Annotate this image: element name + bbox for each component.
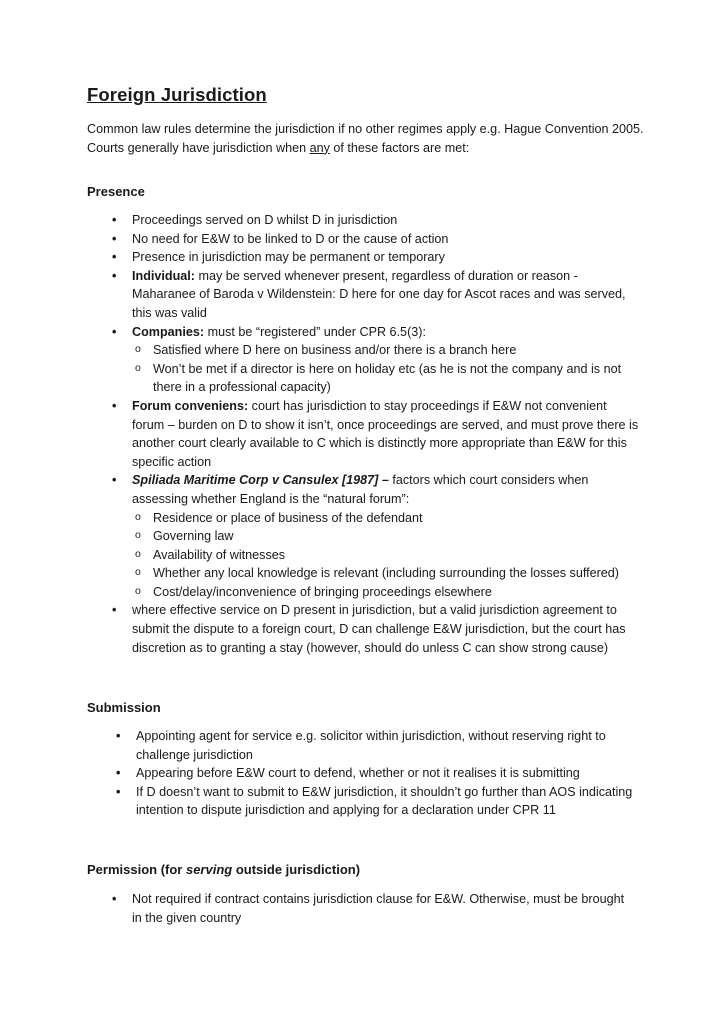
document-title: Foreign Jurisdiction (87, 84, 267, 105)
permission-heading-start: Permission (for (87, 862, 186, 877)
list-item (116, 764, 636, 783)
list-item (112, 323, 640, 397)
forum-label: Forum conveniens: (132, 398, 249, 413)
list-item (112, 601, 640, 657)
companies-sub-text: Satisfied where D here on business and/or there is a branch here (153, 343, 517, 358)
spiliada-text: factors which court considers when assessing whether England is the “natural forum”: (132, 473, 589, 506)
companies-label: Companies: (132, 324, 205, 339)
sub-list-item (132, 360, 640, 397)
list-item (112, 471, 640, 601)
submission-item-text: If D doesn’t want to submit to E&W jurisdiction, it shouldn’t go further than AOS indicating intention to dispute jurisdiction and applying for a declaration under CPR 11 (136, 784, 633, 818)
list-item (112, 230, 640, 249)
sub-list-item (132, 527, 640, 546)
spiliada-sub-text: Cost/delay/inconvenience of bringing proceedings elsewhere (153, 584, 492, 599)
spiliada-sublist (132, 509, 640, 602)
spiliada-label: Spiliada Maritime Corp v Cansulex [1987] – (132, 473, 389, 488)
sub-list-item (132, 341, 640, 360)
permission-item-text: Not required if contract contains jurisdiction clause for E&W. Otherwise, must be brought in the given country (132, 892, 625, 925)
submission-heading: Submission (87, 700, 161, 715)
submission-item-text: Appearing before E&W court to defend, whether or not it realises it is submitting (136, 766, 580, 781)
presence-item-text: Proceedings served on D whilst D in jurisdiction (132, 213, 398, 227)
spiliada-sub-text: Whether any local knowledge is relevant (including surrounding the losses suffered) (153, 566, 619, 581)
intro-emphasis: any (309, 140, 330, 155)
submission-list (116, 727, 636, 820)
permission-heading-end: outside jurisdiction) (232, 862, 361, 877)
sub-list-item (132, 509, 640, 528)
permission-list (112, 890, 636, 927)
sub-list-item (132, 583, 640, 602)
list-item (112, 890, 636, 927)
presence-item-text: No need for E&W to be linked to D or the cause of action (132, 231, 449, 246)
permission-heading (87, 861, 360, 880)
list-item (112, 248, 640, 267)
spiliada-sub-text: Governing law (153, 529, 234, 544)
intro-text-start: Common law rules determine the jurisdiction if no other regimes apply e.g. Hague Convention 2005. Courts generally have jurisdiction when (87, 122, 644, 155)
list-item (116, 783, 636, 820)
spiliada-sub-text: Residence or place of business of the defendant (153, 510, 423, 525)
list-item (112, 397, 640, 471)
forum-text: court has jurisdiction to stay proceedings if E&W not convenient forum – burden on D to show it isn’t, once proceedings are served, and must prove there is another court clearly available to C which is distinctly more appropriate than E&W for this specific action (132, 398, 639, 469)
presence-list (112, 211, 640, 657)
sub-list-item (132, 546, 640, 565)
presence-item-text: where effective service on D present in jurisdiction, but a valid jurisdiction agreement to submit the dispute to a foreign court, D can challenge E&W jurisdiction, but the court has discretion as to granting a stay (however, should do unless C can show strong cause) (132, 603, 626, 655)
list-item (112, 211, 640, 230)
sub-list-item (132, 564, 640, 583)
spiliada-sub-text: Availability of witnesses (153, 547, 286, 562)
submission-item-text: Appointing agent for service e.g. solicitor within jurisdiction, without reserving right to challenge jurisdiction (136, 729, 606, 762)
companies-sublist (132, 341, 640, 397)
list-item (116, 727, 636, 764)
companies-sub-text: Won’t be met if a director is here on holiday etc (as he is not the company and is not there in a professional capacity) (153, 361, 622, 395)
list-item (112, 267, 640, 323)
intro-text-end: of these factors are met: (329, 140, 470, 155)
presence-heading: Presence (87, 184, 145, 199)
individual-text: may be served whenever present, regardless of duration or reason - Maharanee of Baroda v Wildenstein: D here for one day for Ascot races and was served, this was valid (132, 268, 626, 320)
presence-item-text: Presence in jurisdiction may be permanent or temporary (132, 250, 445, 265)
intro-paragraph (87, 120, 647, 157)
individual-label: Individual: (132, 268, 195, 283)
companies-text: must be “registered” under CPR 6.5(3): (204, 324, 426, 339)
permission-heading-emphasis: serving (185, 862, 233, 877)
